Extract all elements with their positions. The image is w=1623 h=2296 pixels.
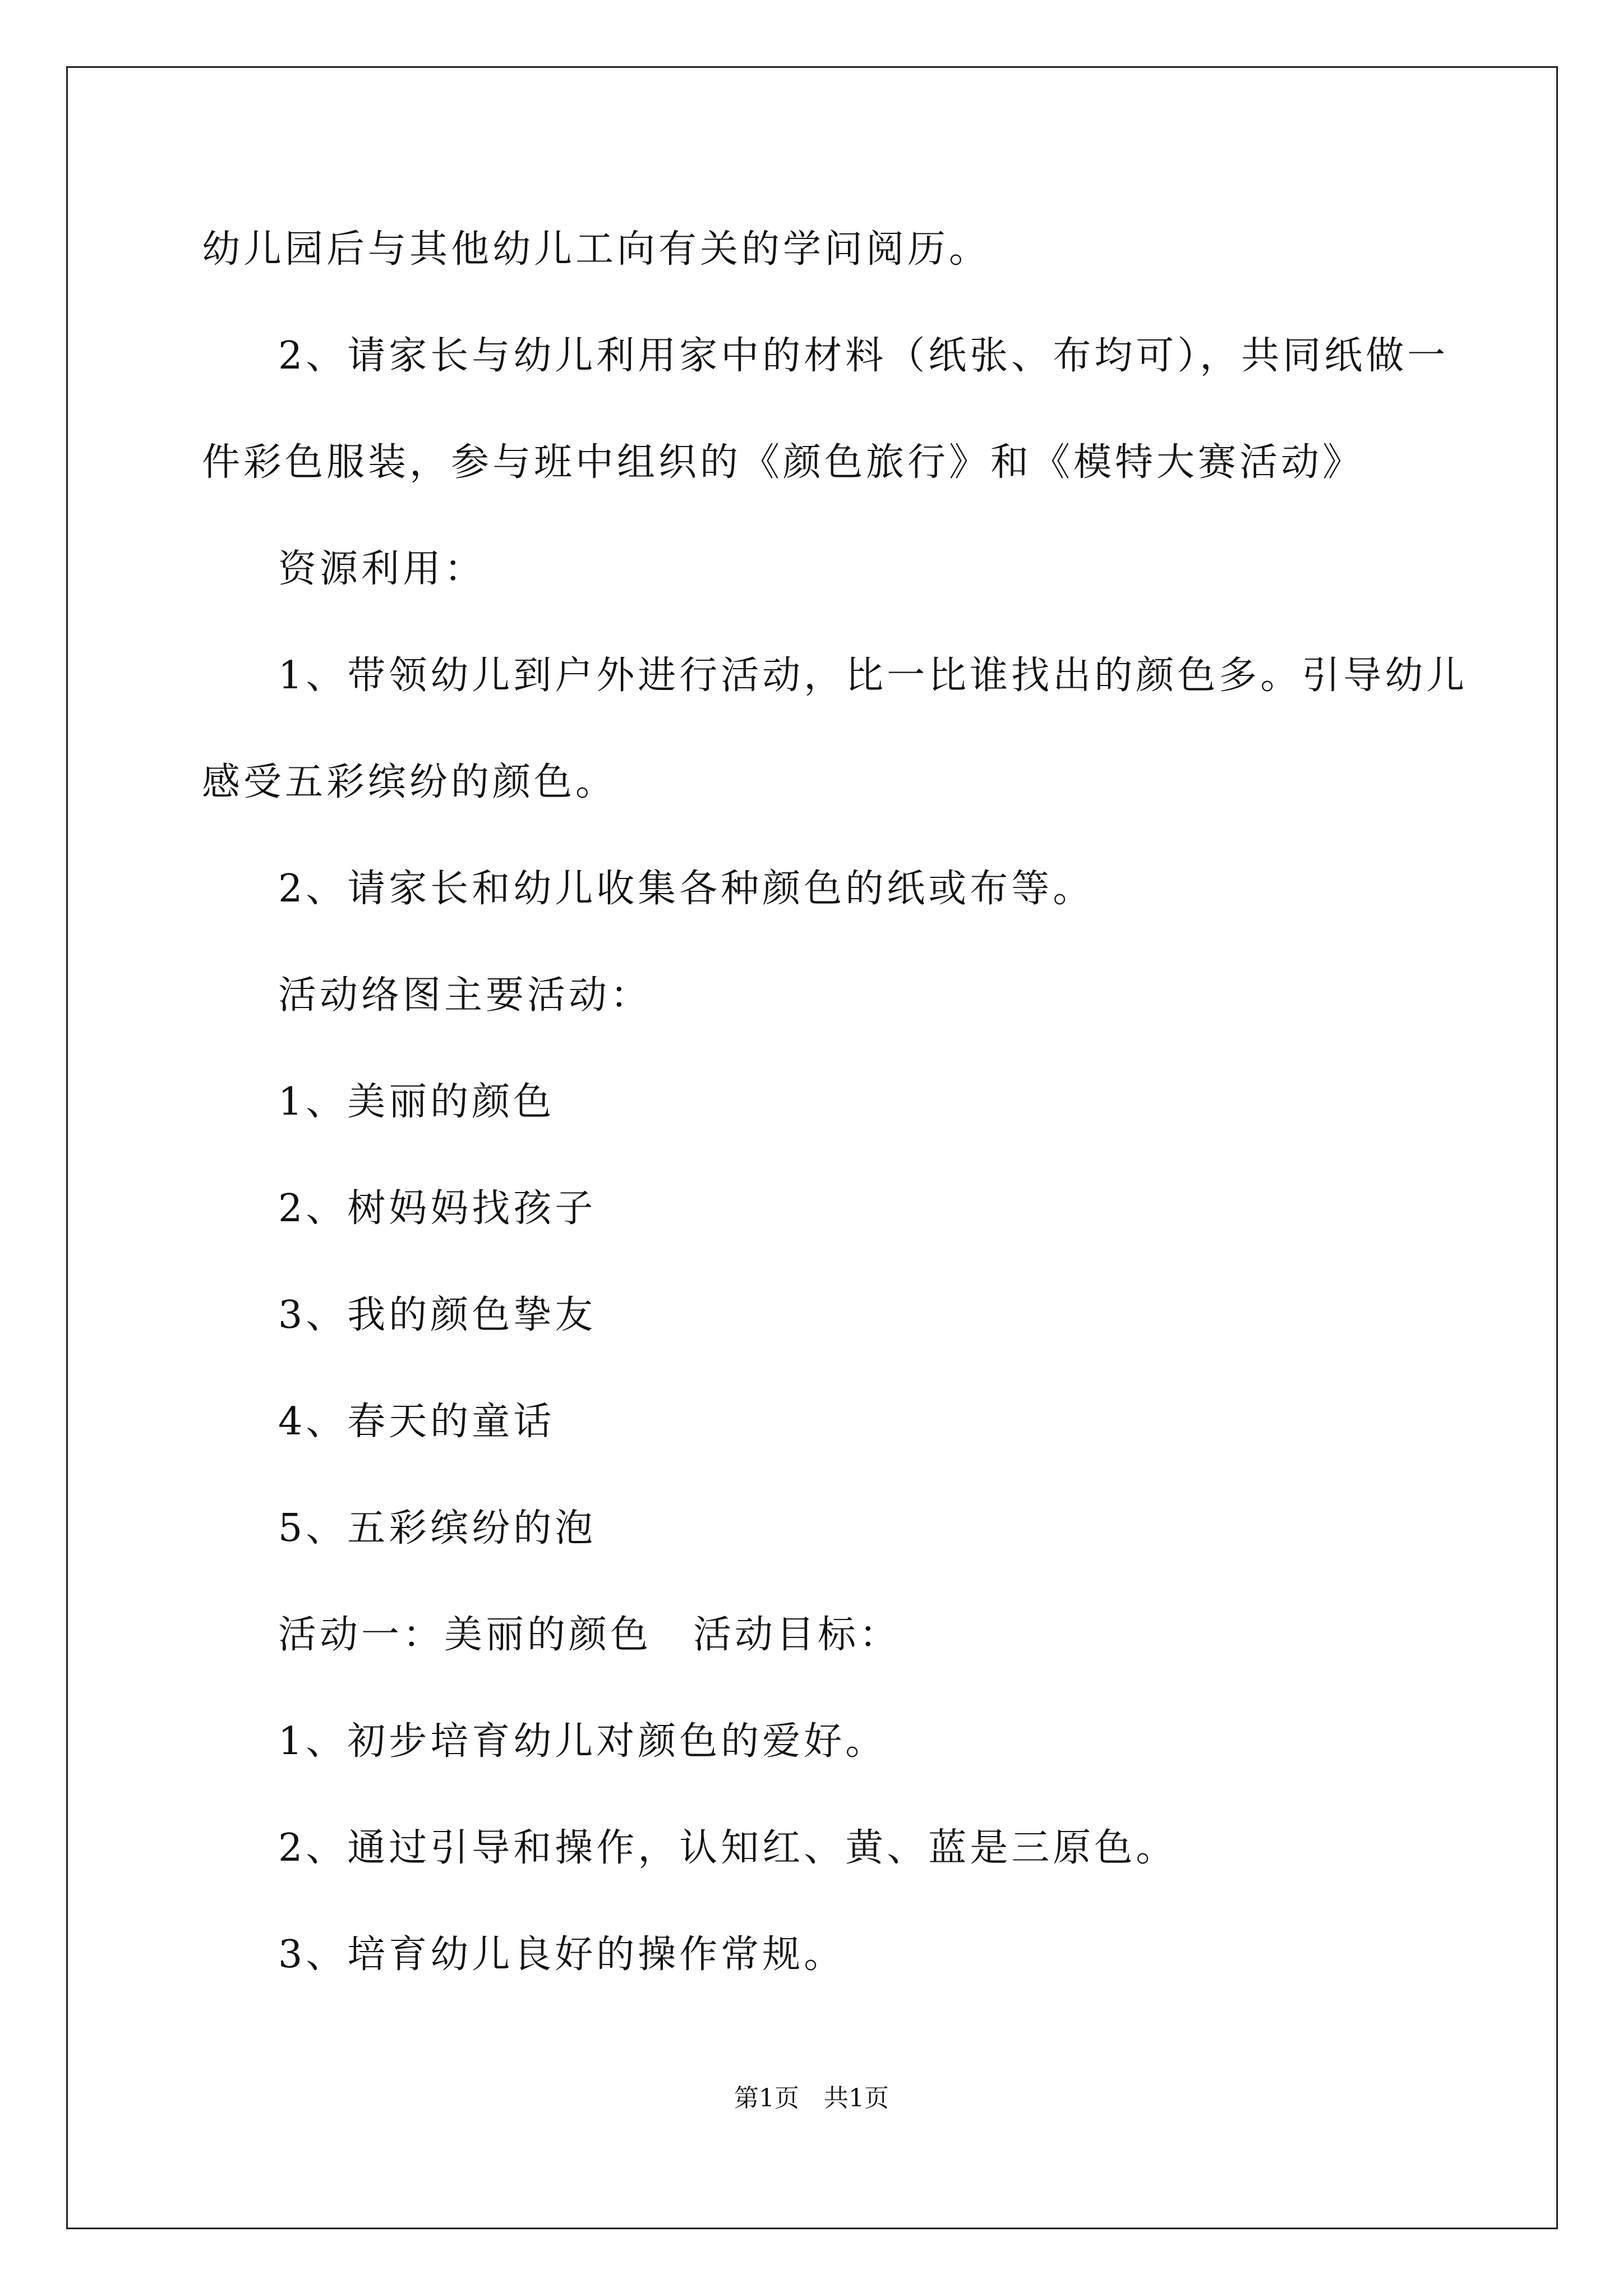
page-number-footer: 第1页 共1页 [734,2084,889,2113]
list-item: 3、培育幼儿良好的操作常规。 [278,1932,846,1977]
paragraph-line: 1、带领幼儿到户外进行活动，比一比谁找出的颜色多。引导幼儿 [278,654,1468,698]
list-item: 2、树妈妈找孩子 [278,1186,597,1231]
list-item: 4、春天的童话 [278,1400,555,1444]
list-item: 5、五彩缤纷的泡 [278,1506,597,1550]
list-item: 3、我的颜色挚友 [278,1293,597,1337]
paragraph-line: 件彩色服装，参与班中组织的《颜色旅行》和《模特大赛活动》 [202,440,1364,485]
page-border [66,66,1558,2229]
paragraph-line: 幼儿园后与其他幼儿工向有关的学问阅历。 [202,227,991,272]
section-heading: 活动一：美丽的颜色 活动目标： [278,1613,901,1657]
paragraph-line: 2、请家长与幼儿利用家中的材料（纸张、布均可），共同纸做一 [278,334,1449,378]
list-item: 2、通过引导和操作，认知红、黄、蓝是三原色。 [278,1826,1178,1870]
section-heading: 资源利用： [278,547,486,591]
list-item: 1、初步培育幼儿对颜色的爱好。 [278,1719,887,1764]
section-heading: 活动络图主要活动： [278,973,652,1018]
paragraph-line: 2、请家长和幼儿收集各种颜色的纸或布等。 [278,867,1095,911]
paragraph-line: 感受五彩缤纷的颜色。 [202,760,617,804]
list-item: 1、美丽的颜色 [278,1080,555,1124]
